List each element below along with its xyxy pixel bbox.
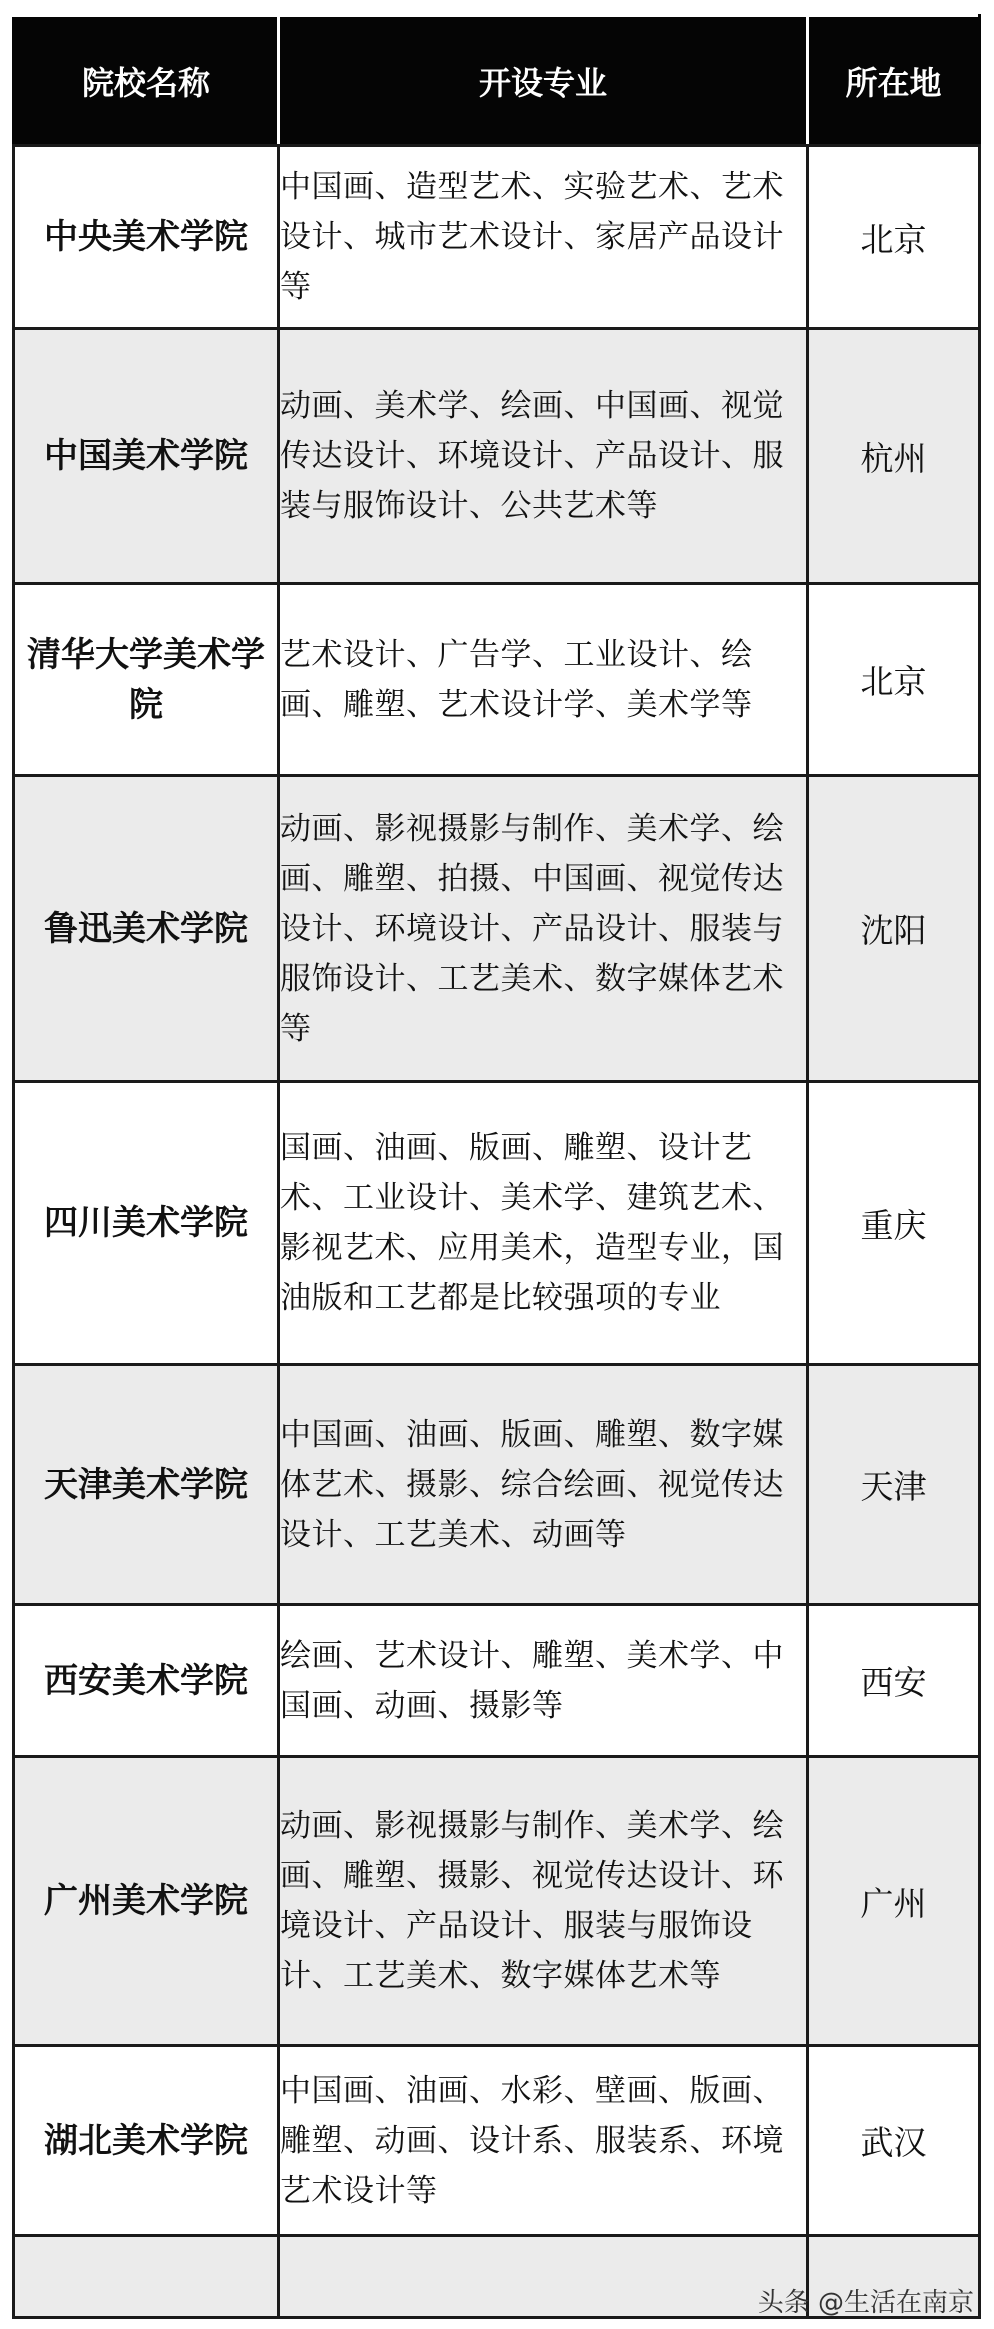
majors-cell [279,2236,808,2318]
header-school-name: 院校名称 [14,16,279,146]
city-cell: 北京 [808,584,980,776]
table-row [14,1757,980,2046]
majors-cell: 艺术设计、广告学、工业设计、绘画、雕塑、艺术设计学、美术学等 [279,584,808,776]
table-row [14,776,980,1082]
table-header [14,16,980,146]
table-row [14,584,980,776]
table-row [14,146,980,329]
school-name-cell: 四川美术学院 [14,1082,279,1365]
header-row [14,16,980,146]
school-name-cell: 清华大学美术学院 [14,584,279,776]
header-majors: 开设专业 [279,16,808,146]
school-name-cell: 西安美术学院 [14,1605,279,1757]
majors-cell: 动画、影视摄影与制作、美术学、绘画、雕塑、摄影、视觉传达设计、环境设计、产品设计、服装与服饰设计、工艺美术、数字媒体艺术等 [279,1757,808,2046]
majors-cell: 中国画、造型艺术、实验艺术、艺术设计、城市艺术设计、家居产品设计等 [279,146,808,329]
school-name-cell: 中国美术学院 [14,329,279,584]
city-cell: 沈阳 [808,776,980,1082]
school-name-cell: 广州美术学院 [14,1757,279,2046]
table-row [14,2046,980,2236]
school-name-cell [14,2236,279,2318]
majors-cell: 动画、影视摄影与制作、美术学、绘画、雕塑、拍摄、中国画、视觉传达设计、环境设计、产品设计、服装与服饰设计、工艺美术、数字媒体艺术等 [279,776,808,1082]
majors-cell: 绘画、艺术设计、雕塑、美术学、中国画、动画、摄影等 [279,1605,808,1757]
city-cell: 天津 [808,1365,980,1605]
source-watermark: 头条 @生活在南京 [757,2288,974,2318]
city-cell: 广州 [808,1757,980,2046]
city-cell: 北京 [808,146,980,329]
art-schools-table [12,14,981,2319]
city-cell: 杭州 [808,329,980,584]
city-cell: 武汉 [808,2046,980,2236]
city-cell: 西安 [808,1605,980,1757]
table-body [14,146,980,2318]
majors-cell: 中国画、油画、水彩、壁画、版画、雕塑、动画、设计系、服装系、环境艺术设计等 [279,2046,808,2236]
header-location: 所在地 [808,16,980,146]
city-cell: 重庆 [808,1082,980,1365]
majors-cell: 国画、油画、版画、雕塑、设计艺术、工业设计、美术学、建筑艺术、影视艺术、应用美术，造型专业，国油版和工艺都是比较强项的专业 [279,1082,808,1365]
school-name-cell: 湖北美术学院 [14,2046,279,2236]
table-row [14,1082,980,1365]
table-row [14,329,980,584]
table-row [14,1605,980,1757]
majors-cell: 动画、美术学、绘画、中国画、视觉传达设计、环境设计、产品设计、服装与服饰设计、公共艺术等 [279,329,808,584]
table-row [14,1365,980,1605]
majors-cell: 中国画、油画、版画、雕塑、数字媒体艺术、摄影、综合绘画、视觉传达设计、工艺美术、动画等 [279,1365,808,1605]
school-name-cell: 天津美术学院 [14,1365,279,1605]
school-name-cell: 鲁迅美术学院 [14,776,279,1082]
school-name-cell: 中央美术学院 [14,146,279,329]
